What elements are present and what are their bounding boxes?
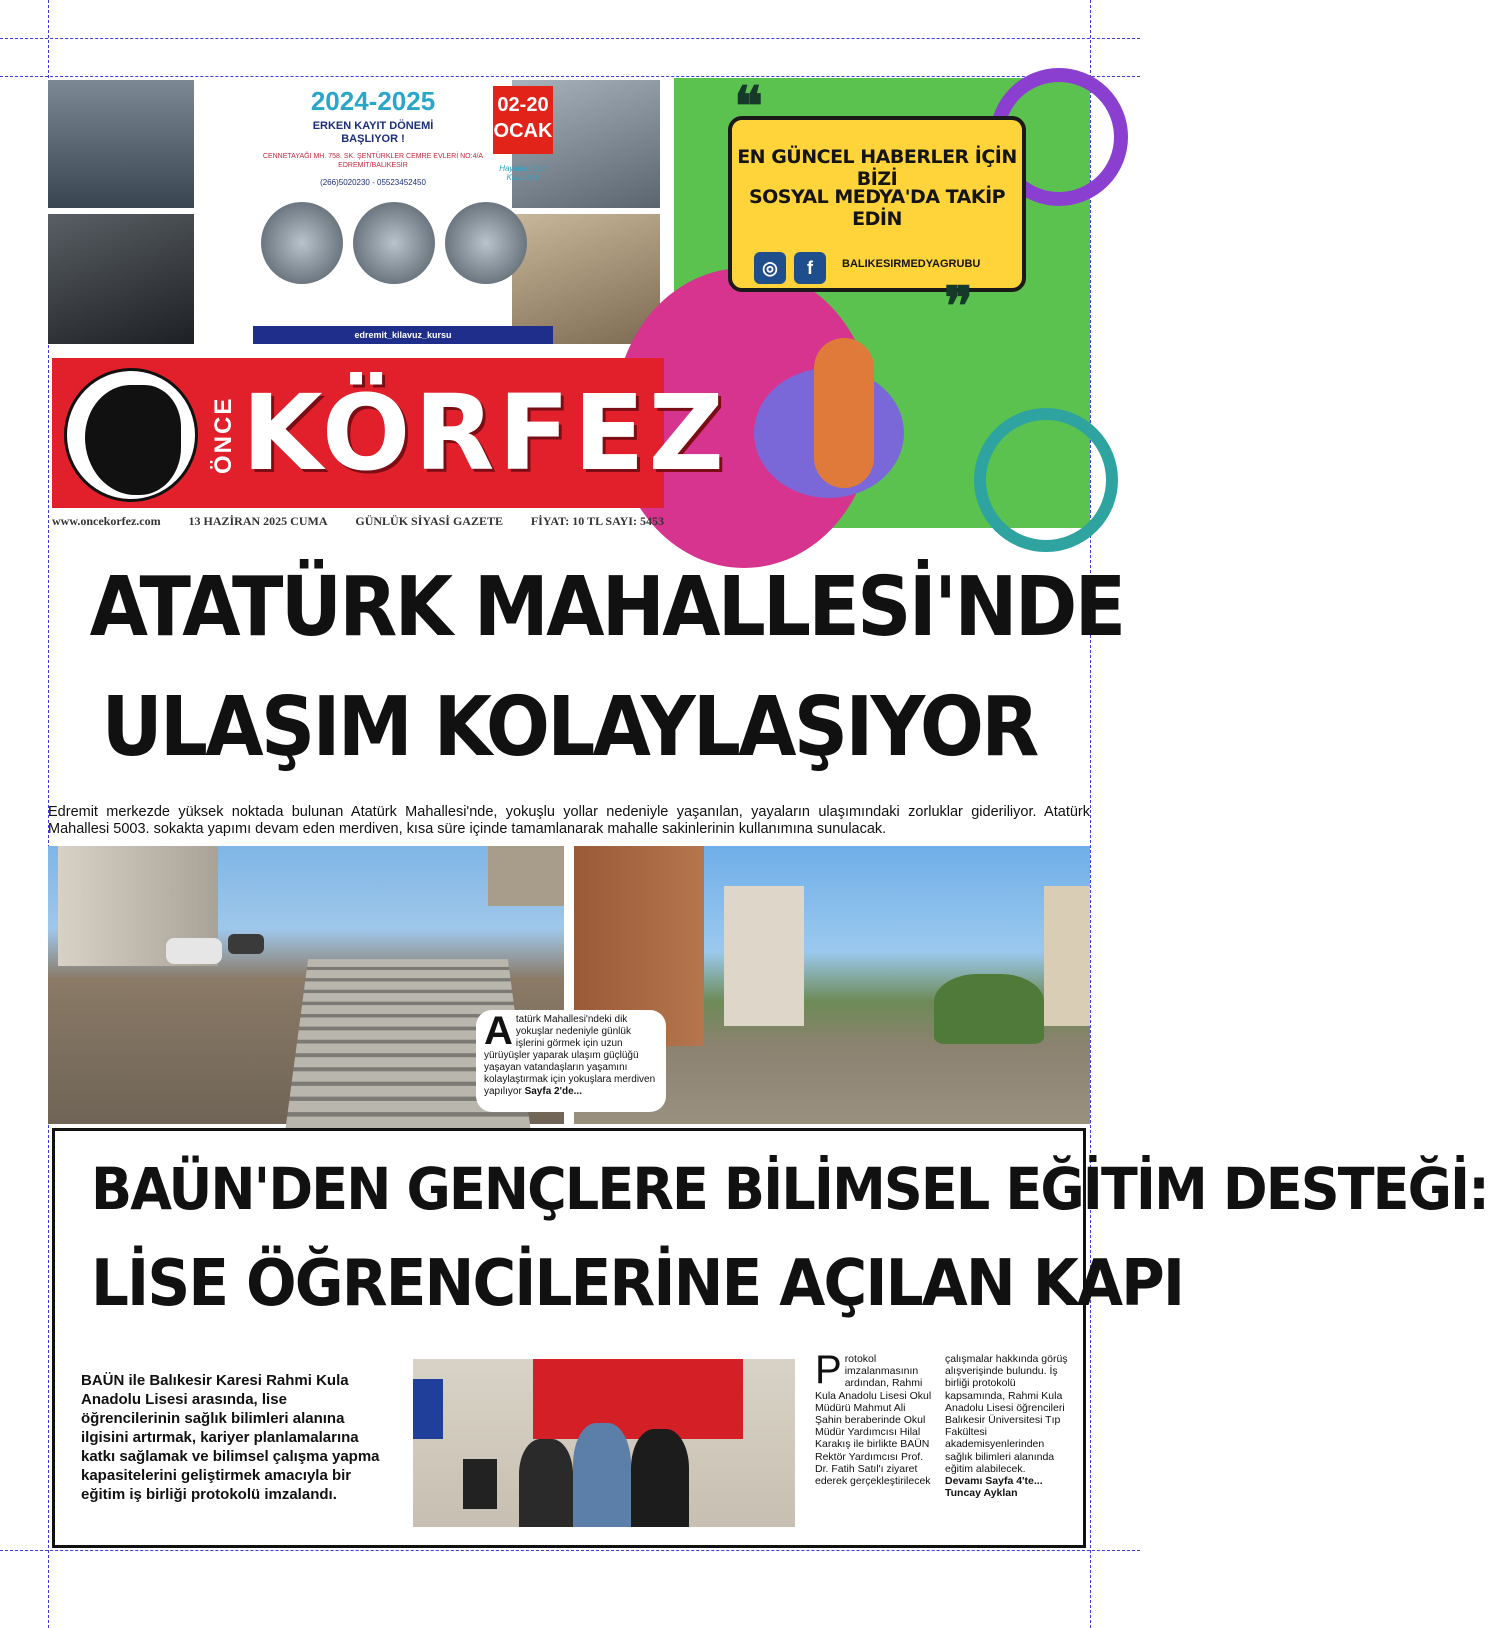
ad-address — [253, 152, 493, 170]
ad-years: 2024-2025 — [310, 86, 436, 116]
crop-mark-top — [0, 38, 1140, 39]
ad-circle-photo-minibus — [445, 202, 527, 284]
masthead — [52, 358, 728, 508]
story2-drop-cap: P — [815, 1348, 842, 1392]
masthead-prefix: ÖNCE — [210, 396, 237, 474]
story2-column1-text: rotokol imzalanmasının ardından, Rahmi Kula Anadolu Lisesi Okul Müdürü Mahmut Ali Şahin beraberinde Okul Müdür Yardımcısı Hilal Karakış ile birlikte BAÜN Rektör Yardımcısı Prof. Dr. Fatih Satıl'ı ziyaret ederek gerçekleştirilecek — [815, 1353, 932, 1488]
photo-trees — [934, 974, 1044, 1044]
ad-address-line2: EDREMİT/BALIKESİR — [338, 162, 408, 169]
story1-caption-bubble — [476, 1010, 666, 1112]
ad-date-badge — [493, 86, 553, 154]
caption-more-link[interactable]: Sayfa 2'de... — [524, 1086, 582, 1097]
photo-building-right — [488, 846, 564, 906]
photo-building-far-right — [1044, 886, 1090, 1026]
photo-turkish-flag — [533, 1359, 743, 1439]
photo-person-left — [519, 1439, 573, 1527]
masthead-info-bar — [52, 514, 664, 529]
social-handle: BALIKESIRMEDYAGRUBU — [842, 258, 981, 270]
close-quote-icon: ❞ — [944, 274, 974, 338]
story2-author: Tuncay Ayklan — [945, 1487, 1018, 1500]
masthead-price-issue: FİYAT: 10 TL SAYI: 5453 — [530, 514, 664, 528]
speech-bubble — [728, 116, 1026, 292]
ad-decor-teal-spiral — [974, 408, 1118, 552]
ad-photo-street — [512, 214, 660, 344]
photo-person-center — [573, 1423, 631, 1527]
ad-date-line1: 02-20 — [497, 94, 549, 116]
instagram-icon: ◎ — [754, 252, 786, 284]
ad-early-line2: BAŞLIYOR ! — [341, 133, 405, 145]
story2-column2-text: çalışmalar hakkında görüş alışverişinde bulundu. İş birliği protokolü kapsamında, Rahmi Kula Anadolu Lisesi öğrencileri Balıkesir Üniversitesi Tıp Fakültesi akademisyenlerinden sağlık bilimleri alanında eğitim alabilecek. — [945, 1353, 1068, 1475]
facebook-icon: f — [794, 252, 826, 284]
story2-column1 — [815, 1348, 933, 1488]
masthead-title: KÖRFEZ — [242, 372, 728, 494]
open-quote-icon: ❝ — [734, 74, 764, 138]
ad-photo-lobby — [48, 214, 194, 344]
ad-early-registration — [253, 120, 493, 146]
photo-car-2 — [228, 934, 264, 954]
crop-mark-bottom — [0, 1550, 1140, 1551]
kilavuz-advertisement — [48, 80, 660, 344]
story2-photo — [413, 1359, 795, 1527]
story2-headline-line1: BAÜN'DEN GENÇLERE BİLİMSEL EĞİTİM DESTEĞİ: — [90, 1155, 1488, 1223]
story1-headline-line2: ULAŞIM KOLAYLAŞIYOR — [101, 680, 1037, 775]
story1-headline-line1: ATATÜRK MAHALLESİ'NDE — [89, 560, 1124, 655]
ad-instagram-bar: edremit_kilavuz_kursu — [253, 326, 553, 344]
masthead-website[interactable]: www.oncekorfez.com — [52, 514, 161, 528]
ad-date-line2: OCAK — [493, 120, 553, 142]
photo-eu-flag — [413, 1379, 443, 1439]
photo-monitor — [463, 1459, 497, 1509]
story1-headline — [89, 548, 1124, 788]
masthead-tagline: GÜNLÜK SİYASİ GAZETE — [355, 514, 503, 528]
ad-early-line1: ERKEN KAYIT DÖNEMİ — [312, 120, 434, 132]
masthead-date: 13 HAZİRAN 2025 CUMA — [188, 514, 328, 528]
story2-column2 — [945, 1353, 1069, 1499]
caption-drop-cap: A — [484, 1009, 513, 1053]
photo-car — [166, 938, 222, 964]
social-ad-line1: EN GÜNCEL HABERLER İÇİN BİZİ — [737, 146, 1017, 190]
ad-circle-photo-tv — [261, 202, 343, 284]
crop-mark-top-2 — [0, 76, 1140, 77]
crop-mark-right — [1090, 0, 1091, 1628]
social-ad-line2: SOSYAL MEDYA'DA TAKİP EDİN — [748, 186, 1006, 230]
ad-circle-photo-classroom — [353, 202, 435, 284]
story2-headline-line2: LİSE ÖĞRENCİLERİNE AÇILAN KAPI — [90, 1247, 1184, 1321]
ataturk-portrait-logo — [64, 368, 198, 502]
story2-box — [52, 1128, 1488, 1548]
ad-slogan: Hayallerinizin Kılavuzu. — [499, 164, 547, 182]
photo-person-right — [631, 1429, 689, 1527]
ad-center-panel — [253, 80, 553, 344]
story2-summary: BAÜN ile Balıkesir Karesi Rahmi Kula Anadolu Lisesi arasında, lise öğrencilerinin sağlık bilimleri alanına ilgisini artırmak, kariyer planlamalarına katkı sağlamak ve bilimsel çalışma yapma kapasitelerini geliştirmek amacıyla bir eğitim iş birliği protokolü imzalandı. — [81, 1372, 380, 1503]
caption-text: tatürk Mahallesi'ndeki dik yokuşlar nedeniyle günlük işlerini görmek için uzun yürüyüşler yaparak ulaşım güçlüğü yaşayan vatandaşların yaşamını kolaylaştırmak için yokuşlara merdiven yapılıyor — [484, 1014, 656, 1097]
ad-address-line1: CENNETAYAĞI MH. 758. SK. ŞENTÜRKLER CEMRE EVLERİ NO:4/A — [262, 153, 484, 160]
ad-phones: (266)5020230 - 05523452450 — [320, 178, 426, 187]
ad-photo-building — [48, 80, 194, 208]
social-media-advertisement — [674, 74, 1090, 528]
photo-apartment-block — [724, 886, 804, 1026]
story2-continued-link[interactable]: Devamı Sayfa 4'te... — [945, 1475, 1043, 1488]
portrait-silhouette — [85, 385, 181, 495]
story1-lead: Edremit merkezde yüksek noktada bulunan Atatürk Mahallesi'nde, yokuşlu yollar nedeniyle yaşanılan, yayaların ulaşımındaki zorluklar gideriliyor. Atatürk Mahallesi 5003. sokakta yapımı devam eden merdiven, kısa süre içinde tamamlanarak mahalle sakinlerinin kullanımına sunulacak. — [48, 804, 1090, 837]
ad-decor-person — [814, 338, 874, 488]
